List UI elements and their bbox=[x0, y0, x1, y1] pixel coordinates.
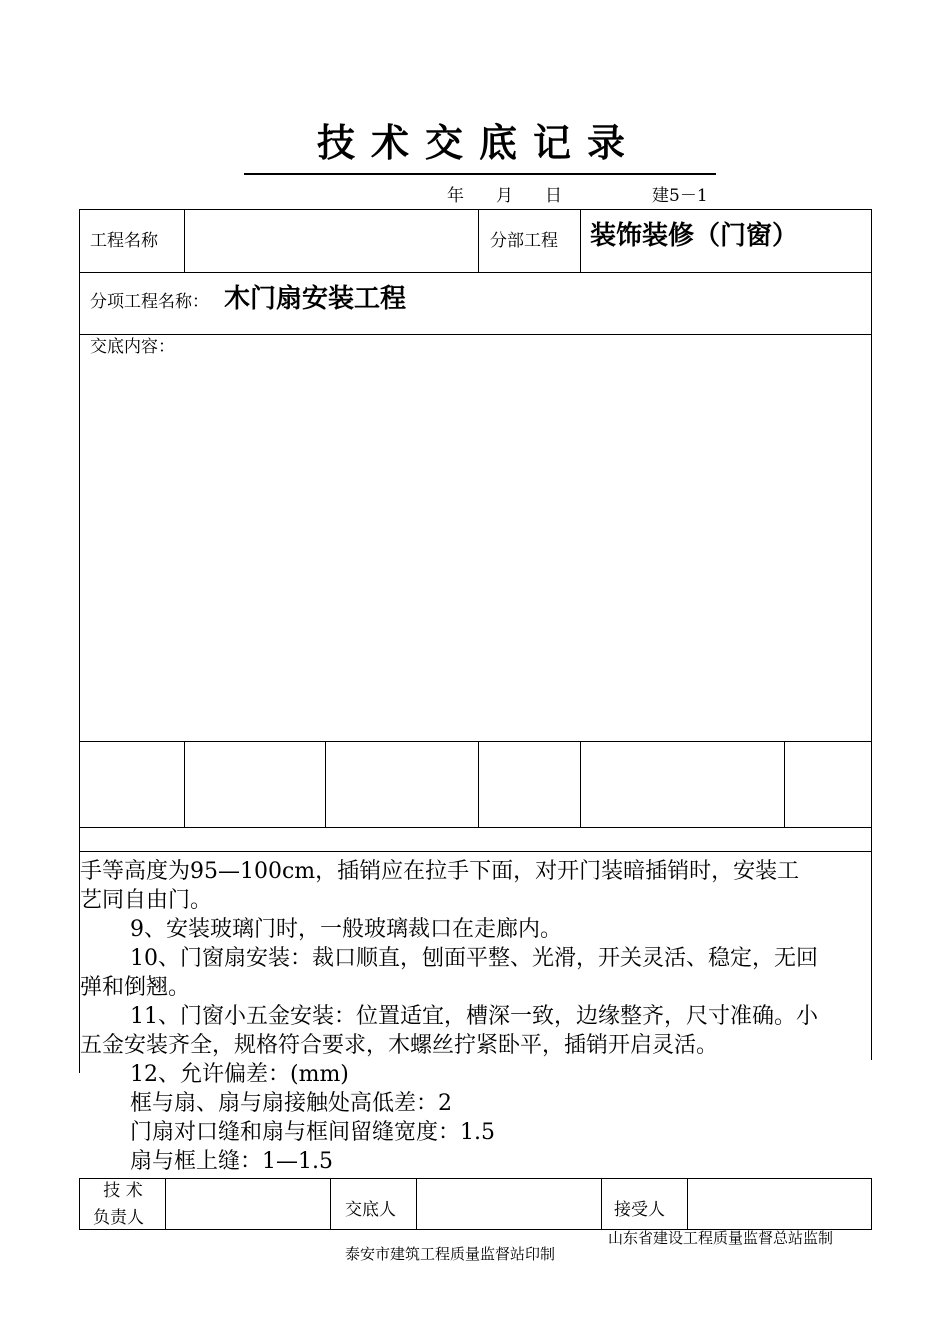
table-row-divider bbox=[79, 851, 872, 852]
signature-col-divider bbox=[330, 1178, 331, 1229]
grid-col-divider bbox=[478, 741, 479, 827]
date-month-label: 月 bbox=[496, 186, 513, 206]
title-underline bbox=[244, 173, 716, 175]
table-row-divider bbox=[79, 272, 872, 273]
receiver-label: 接受人 bbox=[614, 1200, 665, 1220]
division-value: 装饰装修（门窗） bbox=[590, 221, 799, 251]
signature-table-top bbox=[79, 1178, 872, 1179]
table-col-divider bbox=[184, 209, 185, 272]
content-line: 10、门窗扇安装：裁口顺直，刨面平整、光滑，开关灵活、稳定，无回 bbox=[130, 946, 818, 971]
content-line: 12、允许偏差：(mm) bbox=[130, 1062, 349, 1087]
tech-lead-label-2: 负责人 bbox=[93, 1208, 144, 1228]
table-row-divider bbox=[79, 741, 872, 742]
table-row-divider bbox=[79, 827, 872, 828]
signature-col-divider bbox=[601, 1178, 602, 1229]
grid-col-divider bbox=[184, 741, 185, 827]
signature-col-divider bbox=[79, 1178, 80, 1229]
content-line: 扇与框上缝：1—1.5 bbox=[130, 1149, 333, 1174]
page-title: 技术交底记录 bbox=[316, 120, 641, 165]
content-line: 门扇对口缝和扇与框间留缝宽度：1.5 bbox=[130, 1120, 495, 1145]
grid-col-divider bbox=[784, 741, 785, 827]
content-line: 弹和倒翘。 bbox=[80, 975, 191, 1000]
signature-col-divider bbox=[871, 1178, 872, 1229]
division-label: 分部工程 bbox=[490, 231, 558, 251]
signature-col-divider bbox=[687, 1178, 688, 1229]
content-line: 11、门窗小五金安装：位置适宜，槽深一致，边缘整齐，尺寸准确。小 bbox=[130, 1004, 818, 1029]
content-label: 交底内容： bbox=[90, 337, 175, 357]
date-day-label: 日 bbox=[545, 186, 562, 206]
table-border-top bbox=[79, 209, 872, 210]
grid-col-divider bbox=[325, 741, 326, 827]
footer-supervisor: 山东省建设工程质量监督总站监制 bbox=[608, 1229, 834, 1247]
content-line: 五金安装齐全，规格符合要求，木螺丝拧紧卧平，插销开启灵活。 bbox=[80, 1033, 719, 1058]
footer-printer: 泰安市建筑工程质量监督站印制 bbox=[345, 1245, 556, 1263]
content-line: 手等高度为95—100cm，插销应在拉手下面，对开门装暗插销时，安装工 bbox=[80, 859, 800, 884]
grid-col-divider bbox=[580, 741, 581, 827]
content-line: 艺同自由门。 bbox=[80, 888, 213, 913]
presenter-label: 交底人 bbox=[345, 1200, 396, 1220]
signature-col-divider bbox=[165, 1178, 166, 1229]
table-border-left bbox=[79, 209, 80, 1073]
content-line: 9、安装玻璃门时，一般玻璃裁口在走廊内。 bbox=[130, 917, 562, 942]
tech-lead-label: 技 术 bbox=[103, 1181, 143, 1201]
date-year-label: 年 bbox=[447, 186, 464, 206]
content-line: 框与扇、扇与扇接触处高低差：2 bbox=[130, 1091, 452, 1116]
project-name-label: 工程名称 bbox=[90, 231, 158, 251]
table-row-divider bbox=[79, 334, 872, 335]
table-border-right bbox=[871, 209, 872, 1060]
signature-col-divider bbox=[416, 1178, 417, 1229]
subitem-value: 木门扇安装工程 bbox=[224, 284, 407, 314]
table-col-divider bbox=[478, 209, 479, 272]
subitem-label: 分项工程名称： bbox=[90, 292, 209, 312]
table-col-divider bbox=[580, 209, 581, 272]
form-code: 建5－1 bbox=[652, 186, 708, 206]
